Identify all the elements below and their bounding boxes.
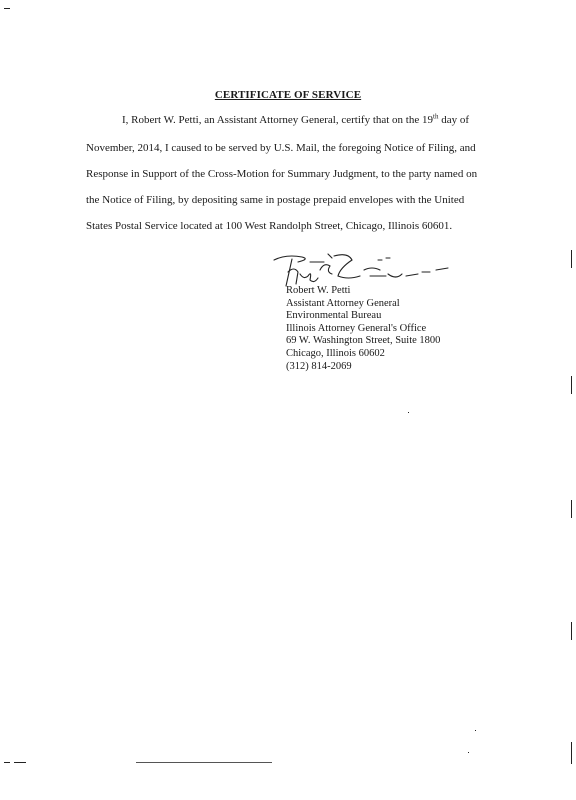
body-line-5: States Postal Service located at 100 West Randolph Street, Chicago, Illinois 60601.	[86, 220, 453, 232]
body-line-3: Response in Support of the Cross-Motion for Summary Judgment, to the party named on	[86, 168, 478, 180]
body-line-1-end: day of	[438, 114, 469, 126]
scan-mark-right-2	[571, 376, 572, 394]
scan-mark-top-left	[4, 8, 10, 9]
signer-name: Robert W. Petti	[286, 285, 351, 296]
scan-dot-3	[468, 752, 469, 753]
scan-line-bottom-left-2	[14, 762, 26, 763]
signer-office: Illinois Attorney General's Office	[286, 322, 427, 334]
body-line-1	[122, 114, 469, 126]
signature-block	[286, 285, 440, 373]
handwritten-signature	[268, 250, 463, 290]
signer-bureau: Environmental Bureau	[286, 310, 382, 322]
signer-phone: (312) 814-2069	[286, 360, 352, 372]
document-title: CERTIFICATE OF SERVICE	[214, 89, 362, 101]
scan-mark-right-4	[571, 622, 572, 640]
scan-line-bottom-mid	[136, 762, 272, 763]
body-line-2: November, 2014, I caused to be served by U.S. Mail, the foregoing Notice of Filing, and	[86, 142, 476, 154]
ordinal-suffix: th	[433, 112, 439, 121]
scan-line-bottom-left-1	[4, 762, 10, 763]
scan-dot-1	[408, 412, 409, 413]
body-line-1-text: I, Robert W. Petti, an Assistant Attorney General, certify that on the 19	[122, 114, 433, 126]
scan-mark-right-5	[571, 742, 572, 764]
scan-mark-right-1	[571, 250, 572, 268]
body-line-4: the Notice of Filing, by depositing same in postage prepaid envelopes with the United	[86, 194, 465, 206]
signer-address: 69 W. Washington Street, Suite 1800	[286, 335, 441, 347]
scan-mark-right-3	[571, 500, 572, 518]
scan-dot-2	[475, 730, 476, 731]
signer-city: Chicago, Illinois 60602	[286, 347, 385, 359]
signer-title: Assistant Attorney General	[286, 297, 400, 309]
